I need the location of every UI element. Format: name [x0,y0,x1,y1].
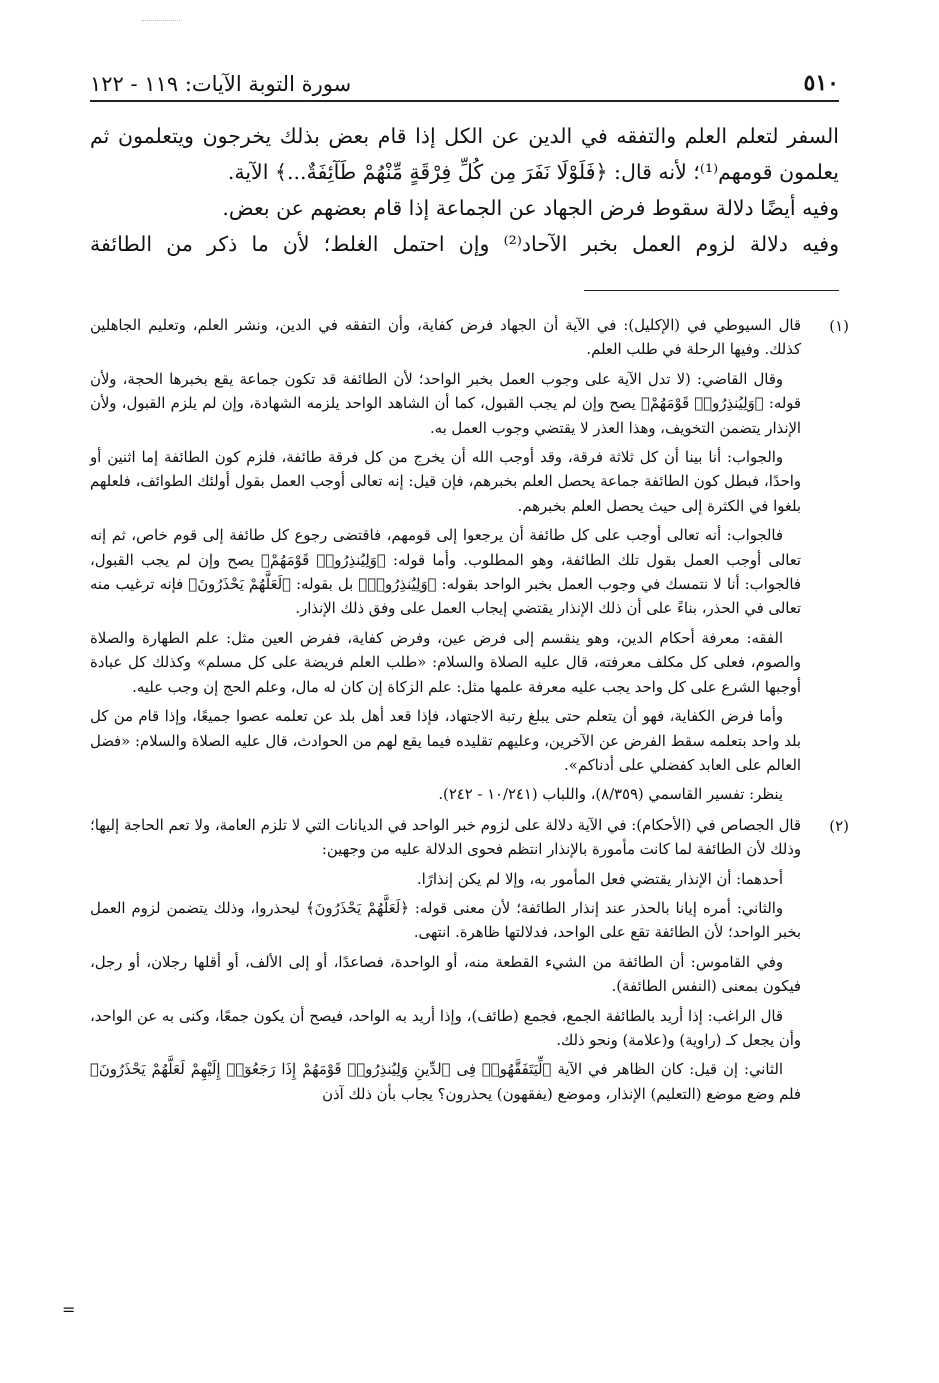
footnote-2 [90,814,849,1107]
footnotes [90,314,849,1113]
footnote-paragraph: قال الجصاص في (الأحكام): في الآية دلالة على لزوم خبر الواحد في الديانات التي لا تلزم العامة، ولا تعم الحاجة إليها؛ وذلك لأن الطائفة لما كانت مأمورة بالإنذار انتظم فحوى الدلالة عليه من وجهين: [90,816,801,859]
footnote-number: (١) [829,317,849,335]
footnote-reference: ينظر: تفسير القاسمي (٨/٣٥٩)، واللباب (١٠/٢٤١ - ٢٤٢). [438,786,783,804]
footnote-divider [584,290,839,291]
footnote-paragraph: أحدهما: أن الإنذار يقتضي فعل المأمور به، وإلا لم يكن إنذارًا. [416,870,783,888]
footnote-paragraph: الفقه: معرفة أحكام الدين، وهو ينقسم إلى فرض عين، وفرض كفاية، ففرض العين مثل: علم الطهارة والصلاة والصوم، فعلى كل مكلف معرفته، قال عليه الصلاة والسلام: «طلب العلم فريضة على كل مسلم» وكذلك كل عبادة أوجبها الشرع على كل واحد يجب عليه معرفة علمها مثل: علم الزكاة إن كان له مال، وعلم الحج إن وجب عليه. [90,629,801,696]
main-paragraph: السفر لتعلم العلم والتفقه في الدين عن الكل إذا قام بعض بذلك يخرجون ويتعلمون ثم يعلمون قومهم⁽¹⁾؛ لأنه قال: ﴿فَلَوْلَا نَفَرَ مِن كُلِّ فِرْقَةٍ مِّنْهُمْ طَآئِفَةٌ...﴾ الآية. [90,124,839,184]
running-header [90,62,839,102]
footnote-paragraph: الثاني: إن قيل: كان الظاهر في الآية ﴿لِّيَتَفَقَّهُوا۟ فِى ٱلدِّينِ وَلِيُنذِرُوا۟ قَوْمَهُمْ إِذَا رَجَعُوٓا۟ إِلَيْهِمْ لَعَلَّهُمْ يَحْذَرُونَ﴾ فلم وضع موضع (التعليم) الإنذار، وموضع (يفقهون) يحذرون؟ يجاب بأن ذلك آذن [90,1061,801,1103]
footnote-paragraph: قال الراغب: إذا أريد بالطائفة الجمع، فجمع (طائف)، وإذا أريد به الواحد، فيصح أن يكون جمعًا، وكنى به عن الواحد، وأن يجعل كـ (راوية) و(علامة) ونحو ذلك. [90,1007,801,1049]
footnote-1 [90,314,849,808]
footnote-paragraph: فالجواب: أنه تعالى أوجب على كل طائفة أن يرجعوا إلى قومهم، فاقتضى رجوع كل طائفة إلى قوم خاص، ثم إنه تعالى أوجب العمل بقول تلك الطائفة، وهو المطلوب. وأما قوله: ﴿وَلِيُنذِرُوا۟ قَوْمَهُمْ﴾ يصح وإن لم يجب القبول، فالجواب: أنا لا نتمسك في وجوب العمل بخبر الواحد بقوله: ﴿وَلِيُنذِرُوا۟﴾ بل بقوله: ﴿لَعَلَّهُمْ يَحْذَرُونَ﴾ فإنه ترغيب منه تعالى في الحذر، بناءً على أن ذلك الإنذار يقتضي إيجاب العمل على وفق ذلك الإنذار. [90,527,801,618]
chapter-title: سورة التوبة الآيات: ١١٩ - ١٢٢ [90,72,352,96]
continuation-mark: = [62,1300,76,1319]
footnote-paragraph: والثاني: أمره إيانا بالحذر عند إنذار الطائفة؛ لأن معنى قوله: ﴿لَعَلَّهُمْ يَحْذَرُونَ﴾ ليحذروا، وذلك يتضمن لزوم العمل بخبر الواحد؛ لأن الطائفة تقع على الواحد، فدلالتها ظاهرة. انتهى. [90,899,801,942]
footnote-paragraph: قال السيوطي في (الإكليل): في الآية أن الجهاد فرض كفاية، وأن التفقه في الدين، ونشر العلم، وتعليم الجاهلين كذلك. وفيها الرحلة في طلب العلم. [90,317,801,359]
main-paragraph: وفيه أيضًا دلالة سقوط فرض الجهاد عن الجماعة إذا قام بعضهم عن بعض. [222,196,839,220]
footnote-paragraph: وفي القاموس: أن الطائفة من الشيء القطعة منه، أو الواحدة، فصاعدًا، أو إلى الألف، أو أقلها رجلان، أو رجل، فيكون بمعنى (النفس الطائفة). [90,953,801,996]
main-paragraph: وفيه دلالة لزوم العمل بخبر الآحاد⁽²⁾ وإن احتمل الغلط؛ لأن ما ذكر من الطائفة [90,232,840,256]
page-number: ٥١٠ [803,70,839,96]
main-text [90,118,839,262]
top-divider [142,20,182,21]
footnote-paragraph: وأما فرض الكفاية، فهو أن يتعلم حتى يبلغ رتبة الاجتهاد، فإذا قعد أهل بلد عن تعلمه عصوا جميعًا، وإذا قام من كل بلد واحد بتعلمه سقط الفرض عن الآخرين، وعليهم تقليده فيما يقع لهم من الحوادث، قال عليه الصلاة والسلام: «فضل العالم على العابد كفضلي على أدناكم». [90,708,801,774]
footnote-paragraph: والجواب: أنا بينا أن كل ثلاثة فرقة، وقد أوجب الله أن يخرج من كل فرقة طائفة، فلزم كون الطائفة إما اثنين أو واحدًا، فبطل كون الطائفة جماعة يحصل العلم بخبرهم، فإن قيل: إنه تعالى أوجب العمل بقول أولئك الطوائف، فلعلهم بلغوا في الكثرة إلى حيث يحصل العلم بخبرهم. [90,449,801,515]
footnote-paragraph: وقال القاضي: (لا تدل الآية على وجوب العمل بخبر الواحد؛ لأن الطائفة قد تكون جماعة يقع بخبرها الحجة، ولأن قوله: ﴿وَلِيُنذِرُوا۟ قَوْمَهُمْ﴾ يصح وإن لم يجب القبول، كما أن الشاهد الواحد يلزمه الشهادة، وإن لم يلزم القبول، ولأن الإنذار يتضمن التخويف، وهذا العذر لا يقتضي وجوب العمل به. [90,370,801,437]
footnote-number: (٢) [829,816,849,835]
